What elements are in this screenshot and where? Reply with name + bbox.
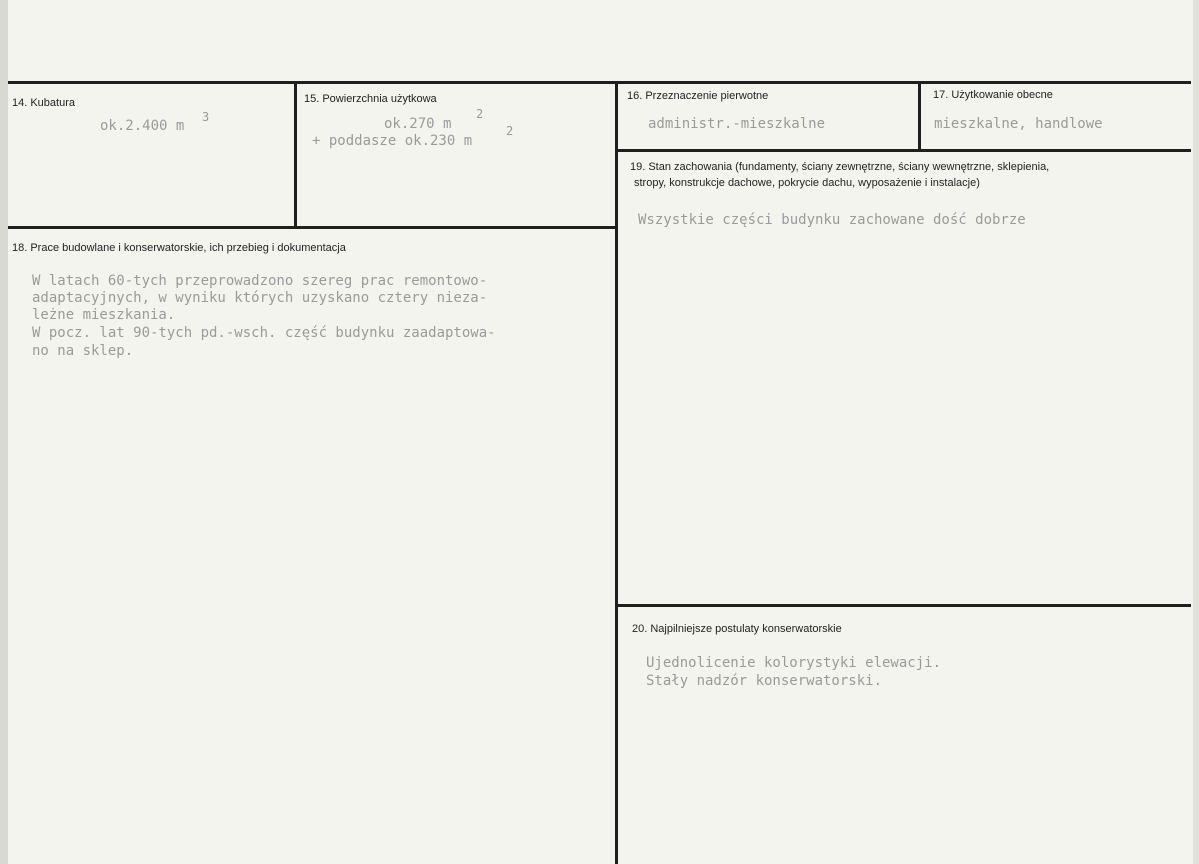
field-14-label: 14. Kubatura [12,97,75,109]
field-15-superscript1: 2 [476,107,484,121]
field-19-value: Wszystkie części budynku zachowane dość dobrze [638,212,1026,228]
field-19-label-line1: 19. Stan zachowania (fundamenty, ściany zewnętrzne, ściany wewnętrzne, sklepienia, [630,161,1050,173]
card-right-edge [1193,0,1199,864]
field-17-label: 17. Użytkowanie obecne [933,89,1053,101]
field-19-label-line2: stropy, konstrukcje dachowe, pokrycie dachu, wyposażenie i instalacje) [634,177,980,189]
field-15-label: 15. Powierzchnia użytkowa [304,93,437,105]
field-16-value: administr.-mieszkalne [648,116,826,132]
field-15-superscript2: 2 [506,124,514,138]
field-14-superscript: 3 [202,110,210,124]
rule-v-left-right [615,81,618,864]
field-20-label: 20. Najpilniejsze postulaty konserwatorskie [632,623,842,635]
field-18-line: leżne mieszkania. [32,307,176,323]
field-18-line: no na sklep. [32,343,134,359]
field-15-line2: + poddasze ok.230 m [312,133,473,149]
rule-below-16-17 [615,149,1191,152]
field-18-label: 18. Prace budowlane i konserwatorskie, ich przebieg i dokumentacja [12,242,346,254]
field-14-value: ok.2.400 m [100,118,185,134]
field-20-line: Stały nadzór konserwatorski. [646,673,883,689]
rule-v-14-15 [294,81,297,229]
field-18-line: W latach 60-tych przeprowadzono szereg prac remontowo- [32,273,488,289]
field-17-value: mieszkalne, handlowe [934,116,1103,132]
rule-below-14-15 [8,226,618,229]
rule-above-20 [615,604,1191,607]
card-left-edge [0,0,8,864]
field-18-line: W pocz. lat 90-tych pd.-wsch. część budynku zaadaptowa- [32,325,496,341]
field-15-line1: ok.270 m [384,116,452,132]
field-18-line: adaptacyjnych, w wyniku których uzyskano cztery nieza- [32,290,488,306]
field-20-line: Ujednolicenie kolorystyki elewacji. [646,655,942,671]
rule-top [8,81,1191,84]
rule-v-16-17 [918,81,921,151]
field-16-label: 16. Przeznaczenie pierwotne [627,90,769,102]
